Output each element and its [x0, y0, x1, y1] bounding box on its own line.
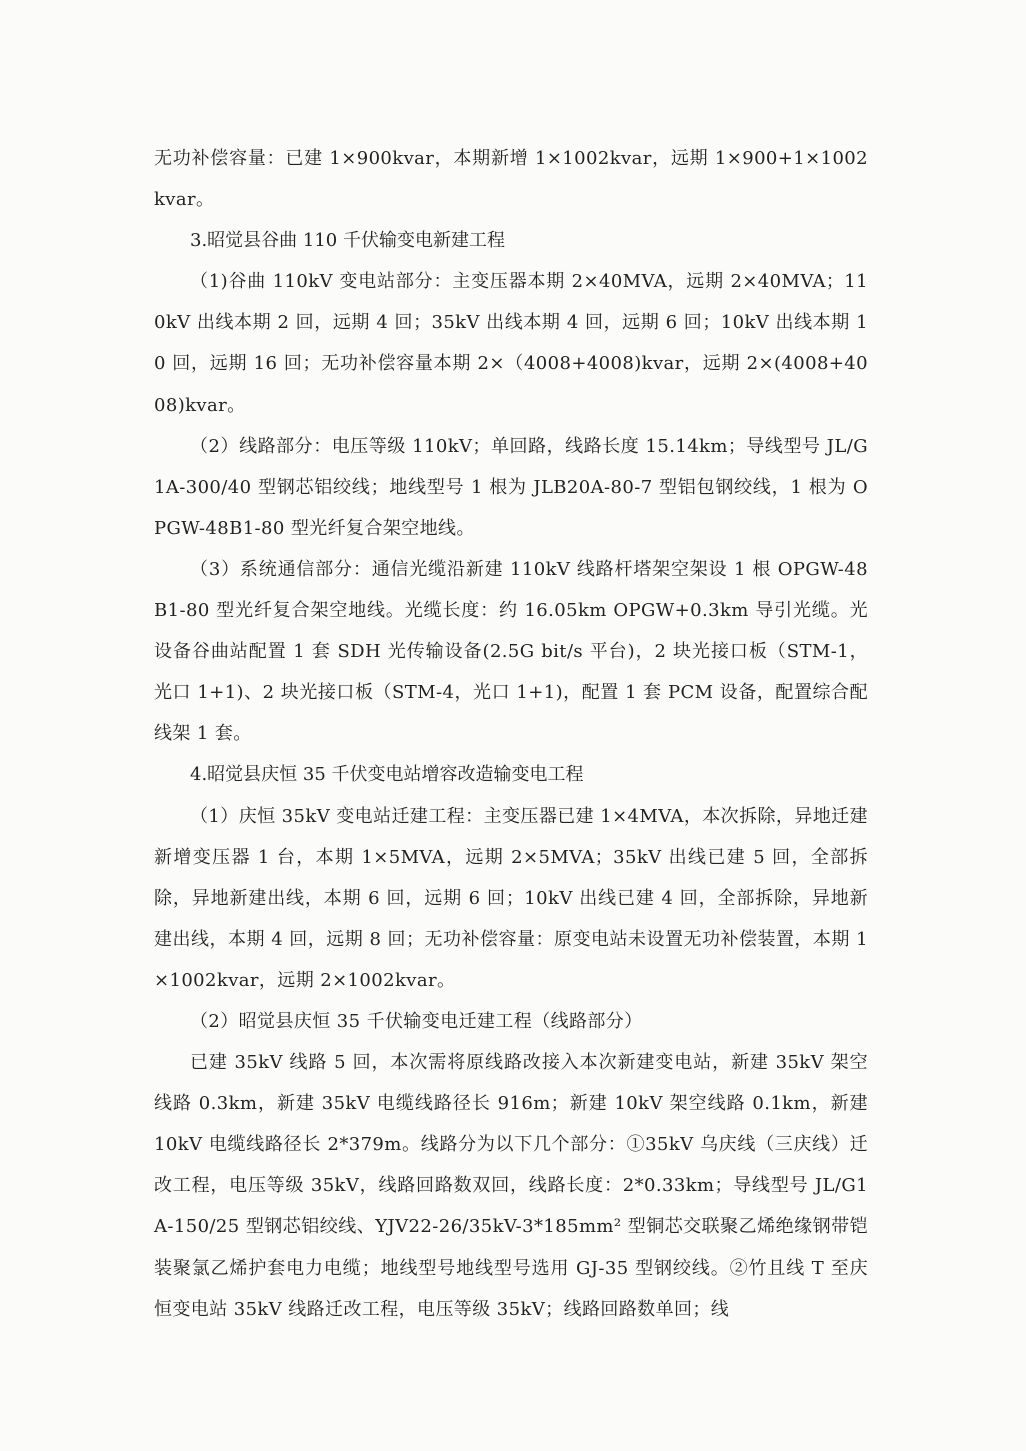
- subheading-qingheng-line: （2）昭觉县庆恒 35 千伏输变电迁建工程（线路部分）: [190, 1010, 643, 1032]
- paragraph-guqu-communication: （3）系统通信部分：通信光缆沿新建 110kV 线路杆塔架空架设 1 根 OPGW-48B1-80 型光纤复合架空地线。光缆长度：约 16.05km OPGW+0.3km 导引光缆。光设备谷曲站配置 1 套 SDH 光传输设备(2.5G bit/s 平台)，2 块光接口板（STM-1，光口 1+1)、2 块光接口板（STM-4，光口 1+1)，配置 1 套 PCM 设备，配置综合配线架 1 套。: [154, 558, 868, 745]
- section-heading-guqu: 3.昭觉县谷曲 110 千伏输变电新建工程: [190, 230, 505, 252]
- paragraph-guqu-substation: （1)谷曲 110kV 变电站部分：主变压器本期 2×40MVA，远期 2×40MVA；110kV 出线本期 2 回，远期 4 回；35kV 出线本期 4 回，远期 6 回；10kV 出线本期 10 回，远期 16 回；无功补偿容量本期 2×（4008+4008)kvar，远期 2×(4008+4008)kvar。: [154, 271, 868, 416]
- paragraph-qingheng-line-detail: 已建 35kV 线路 5 回，本次需将原线路改接入本次新建变电站，新建 35kV 架空线路 0.3km，新建 35kV 电缆线路径长 916m；新建 10kV 架空线路 0.1km，新建 10kV 电缆线路径长 2*379m。线路分为以下几个部分：①35kV 乌庆线（三庆线）迁改工程，电压等级 35kV，线路回路数双回，线路长度：2*0.33km；导线型号 JL/G1A-150/25 型钢芯铝绞线、YJV22-26/35kV-3*185mm² 型铜芯交联聚乙烯绝缘钢带铠装聚氯乙烯护套电力电缆；地线型号地线型号选用 GJ-35 型钢绞线。②竹且线 T 至庆恒变电站 35kV 线路迁改工程，电压等级 35kV；线路回路数单回；线: [154, 1052, 868, 1320]
- paragraph-qingheng-substation: （1）庆恒 35kV 变电站迁建工程：主变压器已建 1×4MVA，本次拆除，异地迁建新增变压器 1 台，本期 1×5MVA，远期 2×5MVA；35kV 出线已建 5 回，全部拆除，异地新建出线，本期 6 回，远期 6 回；10kV 出线已建 4 回，全部拆除，异地新建出线，本期 4 回，远期 8 回；无功补偿容量：原变电站未设置无功补偿装置，本期 1×1002kvar，远期 2×1002kvar。: [154, 805, 868, 991]
- section-heading-qingheng: 4.昭觉县庆恒 35 千伏变电站增容改造输变电工程: [190, 764, 584, 786]
- paragraph-guqu-line: （2）线路部分：电压等级 110kV；单回路，线路长度 15.14km；导线型号 JL/G1A-300/40 型钢芯铝绞线；地线型号 1 根为 JLB20A-80-7 型铝包钢绞线，1 根为 OPGW-48B1-80 型光纤复合架空地线。: [154, 435, 868, 539]
- paragraph-reactive-compensation: 无功补偿容量：已建 1×900kvar，本期新增 1×1002kvar，远期 1×900+1×1002kvar。: [154, 148, 868, 211]
